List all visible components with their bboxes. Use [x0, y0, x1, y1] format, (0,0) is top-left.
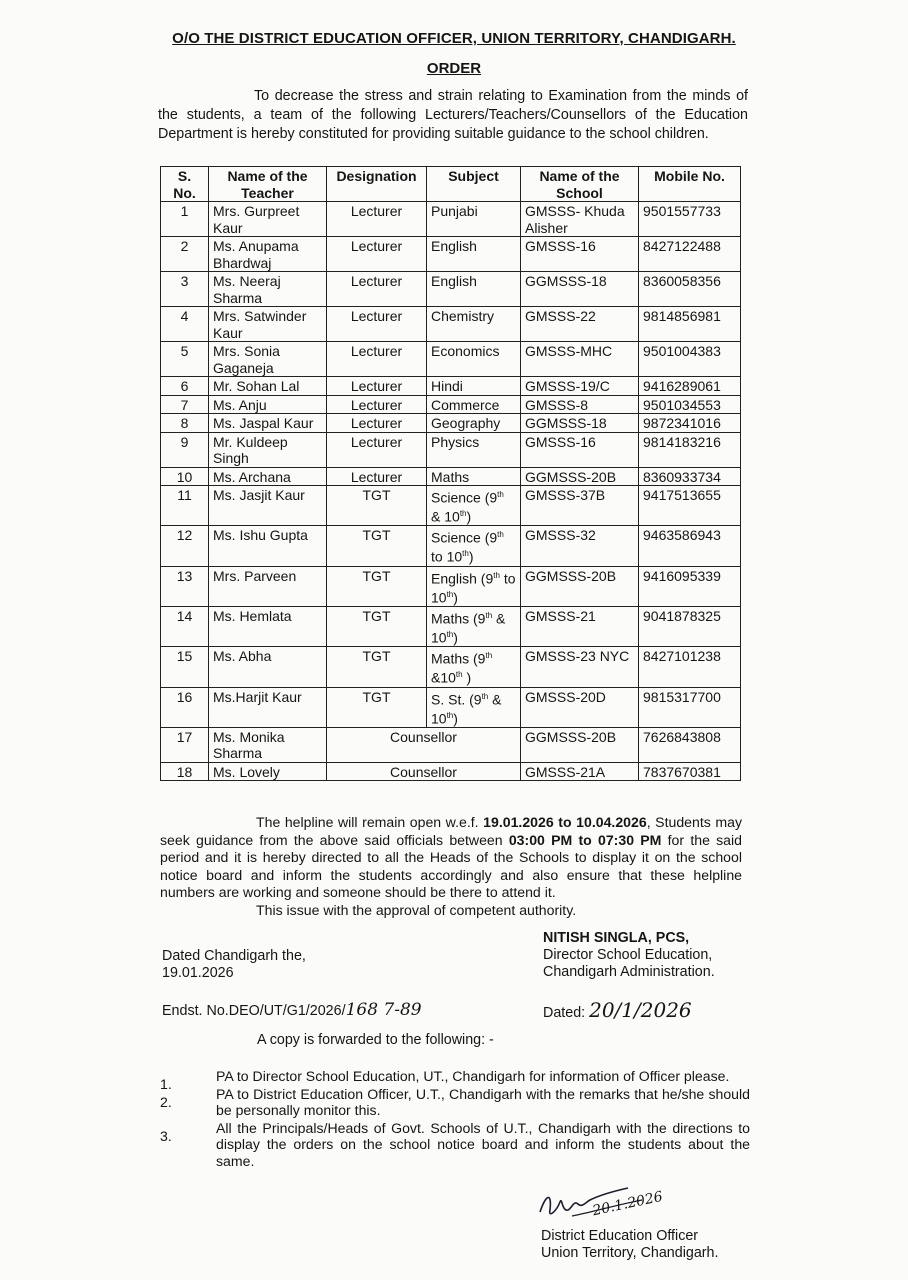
cell-mobile: 8427101238: [639, 647, 741, 687]
cell-school: GMSSS-21: [521, 606, 639, 646]
table-row: [161, 237, 741, 272]
handwritten-signature-date: 20.1.2026: [591, 1188, 665, 1220]
cell-designation: Lecturer: [327, 272, 427, 307]
table-row: [161, 414, 741, 433]
cell-school: GMSSS-32: [521, 526, 639, 566]
table-row: [161, 727, 741, 762]
list-item: [160, 1086, 750, 1119]
table-row: [161, 606, 741, 646]
cell-name: Ms. Neeraj Sharma: [209, 272, 327, 307]
cell-subject: English: [427, 272, 521, 307]
list-number: 3.: [160, 1127, 172, 1144]
cell-sno: 1: [161, 202, 209, 237]
signatory-title: Director School Education,: [543, 947, 713, 963]
cell-designation: Lecturer: [327, 307, 427, 342]
col-sno: S. No.: [161, 167, 209, 202]
cell-name: Ms.Harjit Kaur: [209, 687, 327, 727]
cell-sno: 3: [161, 272, 209, 307]
endorsement-date: Dated: 20/1/2026: [543, 998, 692, 1022]
cell-designation: Counsellor: [327, 762, 521, 781]
col-mobile: Mobile No.: [639, 167, 741, 202]
table-row: [161, 647, 741, 687]
cell-school: GMSSS-8: [521, 395, 639, 414]
helpline-time-from: 03:00 PM: [508, 831, 573, 848]
cell-sno: 6: [161, 377, 209, 396]
signatory-name: NITISH SINGLA, PCS,: [543, 930, 690, 946]
table-row: [161, 307, 741, 342]
approval-line: This issue with the approval of competent authority.: [256, 901, 577, 918]
table-row: [161, 432, 741, 467]
teacher-table: [160, 166, 741, 781]
cell-name: Mrs. Gurpreet Kaur: [209, 202, 327, 237]
cell-school: GGMSSS-20B: [521, 727, 639, 762]
cell-school: GMSSS-MHC: [521, 342, 639, 377]
cell-school: GMSSS-21A: [521, 762, 639, 781]
handwritten-endst-number: 168 7-89: [345, 1000, 422, 1020]
cell-subject: Economics: [427, 342, 521, 377]
cell-designation: Lecturer: [327, 395, 427, 414]
deo-org: Union Territory, Chandigarh.: [541, 1245, 719, 1261]
cell-name: Ms. Ishu Gupta: [209, 526, 327, 566]
cell-designation: TGT: [327, 566, 427, 606]
cell-sno: 7: [161, 395, 209, 414]
helpline-paragraph: The helpline will remain open w.e.f. 19.01.2026 to 10.04.2026, Students may seek guidance from the above said officials between 03:00 PM to 07:30 PM for the said period and it is hereby directed to all the Heads of the Schools to display it on the school notice board and inform the students accordingly and also ensure that these helpline numbers are working and someone should be there to attend it. This issue with the approval of competent authority.: [160, 814, 742, 918]
cell-sno: 12: [161, 526, 209, 566]
cell-subject: Maths (9th &10th ): [427, 647, 521, 687]
table-row: [161, 202, 741, 237]
cell-name: Ms. Lovely: [209, 762, 327, 781]
table-row: [161, 342, 741, 377]
cell-name: Mrs. Sonia Gaganeja: [209, 342, 327, 377]
list-text: All the Principals/Heads of Govt. Schools of U.T., Chandigarh with the directions to display the orders on the school notice board and inform the students about the same.: [216, 1119, 750, 1169]
cell-subject: Commerce: [427, 395, 521, 414]
office-heading: O/O THE DISTRICT EDUCATION OFFICER, UNION TERRITORY, CHANDIGARH.: [172, 30, 736, 47]
cell-sno: 11: [161, 486, 209, 526]
cell-mobile: 9417513655: [639, 486, 741, 526]
table-row: [161, 687, 741, 727]
cell-subject: English: [427, 237, 521, 272]
cell-sno: 17: [161, 727, 209, 762]
helpline-from-date: 19.01.2026: [483, 814, 554, 830]
cell-designation: TGT: [327, 486, 427, 526]
col-school: Name of the School: [521, 167, 639, 202]
cell-mobile: 9501004383: [639, 342, 741, 377]
helpline-time-to: 07:30 PM: [598, 831, 662, 848]
endorsement-number: Endst. No.DEO/UT/G1/2026/168 7-89: [162, 1000, 422, 1020]
cell-sno: 2: [161, 237, 209, 272]
cell-mobile: 9416095339: [639, 566, 741, 606]
dated-line: Dated Chandigarh the,: [162, 948, 306, 964]
cell-subject: Science (9th to 10th): [427, 526, 521, 566]
helpline-to-date: 10.04.2026: [576, 814, 647, 830]
table-row: [161, 467, 741, 486]
cell-school: GMSSS-23 NYC: [521, 647, 639, 687]
cell-subject: Physics: [427, 432, 521, 467]
col-name: Name of the Teacher: [209, 167, 327, 202]
cell-name: Mrs. Satwinder Kaur: [209, 307, 327, 342]
deo-block: [541, 1228, 718, 1262]
cell-subject: Maths: [427, 467, 521, 486]
cell-subject: Punjabi: [427, 202, 521, 237]
cell-mobile: 9814183216: [639, 432, 741, 467]
list-number: 1.: [160, 1076, 172, 1092]
table-row: [161, 486, 741, 526]
cell-designation: Lecturer: [327, 202, 427, 237]
copy-forwarded-line: A copy is forwarded to the following: -: [257, 1032, 494, 1048]
cell-designation: TGT: [327, 606, 427, 646]
cell-mobile: 8427122488: [639, 237, 741, 272]
cell-subject: English (9th to 10th): [427, 566, 521, 606]
order-title: ORDER: [426, 60, 482, 77]
cell-name: Ms. Jasjit Kaur: [209, 486, 327, 526]
cell-designation: Lecturer: [327, 432, 427, 467]
cell-school: GMSSS-22: [521, 307, 639, 342]
col-subject: Subject: [427, 167, 521, 202]
cell-name: Ms. Abha: [209, 647, 327, 687]
table-row: [161, 272, 741, 307]
cell-designation: Lecturer: [327, 342, 427, 377]
table-row: [161, 526, 741, 566]
cell-mobile: 9814856981: [639, 307, 741, 342]
cell-subject: S. St. (9th & 10th): [427, 687, 521, 727]
cell-sno: 15: [161, 647, 209, 687]
cell-sno: 8: [161, 414, 209, 433]
cell-name: Mrs. Parveen: [209, 566, 327, 606]
cell-subject: Science (9th & 10th): [427, 486, 521, 526]
handwritten-date: 20/1/2026: [589, 998, 692, 1022]
cell-sno: 5: [161, 342, 209, 377]
dated-block: [162, 948, 306, 982]
cell-mobile: 9815317700: [639, 687, 741, 727]
cell-designation: TGT: [327, 687, 427, 727]
cell-mobile: 8360058356: [639, 272, 741, 307]
signatory-org: Chandigarh Administration.: [543, 964, 715, 980]
list-text: PA to District Education Officer, U.T., Chandigarh with the remarks that he/she should be personally monitor this.: [216, 1085, 750, 1118]
cell-designation: Lecturer: [327, 237, 427, 272]
deo-title: District Education Officer: [541, 1228, 699, 1244]
table-header-row: [161, 167, 741, 202]
list-item: [160, 1120, 750, 1170]
cell-sno: 4: [161, 307, 209, 342]
cell-school: GMSSS-16: [521, 237, 639, 272]
table-row: [161, 566, 741, 606]
cell-designation: Lecturer: [327, 377, 427, 396]
cell-school: GMSSS-37B: [521, 486, 639, 526]
cell-designation: Counsellor: [327, 727, 521, 762]
cell-name: Mr. Kuldeep Singh: [209, 432, 327, 467]
cell-mobile: 8360933734: [639, 467, 741, 486]
cell-mobile: 9501034553: [639, 395, 741, 414]
cell-mobile: 9041878325: [639, 606, 741, 646]
cell-designation: TGT: [327, 647, 427, 687]
cell-sno: 16: [161, 687, 209, 727]
cell-school: GGMSSS-18: [521, 272, 639, 307]
cell-mobile: 9501557733: [639, 202, 741, 237]
cell-mobile: 9872341016: [639, 414, 741, 433]
cell-name: Ms. Anju: [209, 395, 327, 414]
list-number: 2.: [160, 1093, 172, 1110]
cell-name: Ms. Archana: [209, 467, 327, 486]
cell-mobile: 7837670381: [639, 762, 741, 781]
cell-designation: Lecturer: [327, 467, 427, 486]
cell-sno: 9: [161, 432, 209, 467]
copy-list: [160, 1068, 750, 1170]
table-row: [161, 395, 741, 414]
cell-mobile: 7626843808: [639, 727, 741, 762]
intro-paragraph: To decrease the stress and strain relating to Examination from the minds of the students, a team of the following Lecturers/Teachers/Counsellors of the Education Department is hereby constituted for providing suitable guidance to the school children.: [158, 88, 748, 142]
cell-name: Ms. Hemlata: [209, 606, 327, 646]
cell-name: Mr. Sohan Lal: [209, 377, 327, 396]
cell-name: Ms. Monika Sharma: [209, 727, 327, 762]
table-row: [161, 762, 741, 781]
cell-subject: Hindi: [427, 377, 521, 396]
dated-value: 19.01.2026: [162, 965, 234, 981]
signatory-block: [543, 930, 715, 981]
cell-school: GGMSSS-18: [521, 414, 639, 433]
cell-designation: TGT: [327, 526, 427, 566]
cell-school: GMSSS-19/C: [521, 377, 639, 396]
cell-school: GMSSS-20D: [521, 687, 639, 727]
cell-school: GGMSSS-20B: [521, 467, 639, 486]
cell-subject: Geography: [427, 414, 521, 433]
cell-name: Ms. Jaspal Kaur: [209, 414, 327, 433]
cell-mobile: 9416289061: [639, 377, 741, 396]
table-row: [161, 377, 741, 396]
cell-sno: 10: [161, 467, 209, 486]
cell-designation: Lecturer: [327, 414, 427, 433]
cell-school: GGMSSS-20B: [521, 566, 639, 606]
cell-school: GMSSS- Khuda Alisher: [521, 202, 639, 237]
list-text: PA to Director School Education, UT., Chandigarh for information of Officer please.: [216, 1068, 730, 1084]
cell-sno: 13: [161, 566, 209, 606]
list-item: [160, 1068, 750, 1092]
cell-sno: 14: [161, 606, 209, 646]
cell-mobile: 9463586943: [639, 526, 741, 566]
cell-name: Ms. Anupama Bhardwaj: [209, 237, 327, 272]
cell-sno: 18: [161, 762, 209, 781]
cell-subject: Maths (9th & 10th): [427, 606, 521, 646]
cell-subject: Chemistry: [427, 307, 521, 342]
cell-school: GMSSS-16: [521, 432, 639, 467]
col-designation: Designation: [327, 167, 427, 202]
